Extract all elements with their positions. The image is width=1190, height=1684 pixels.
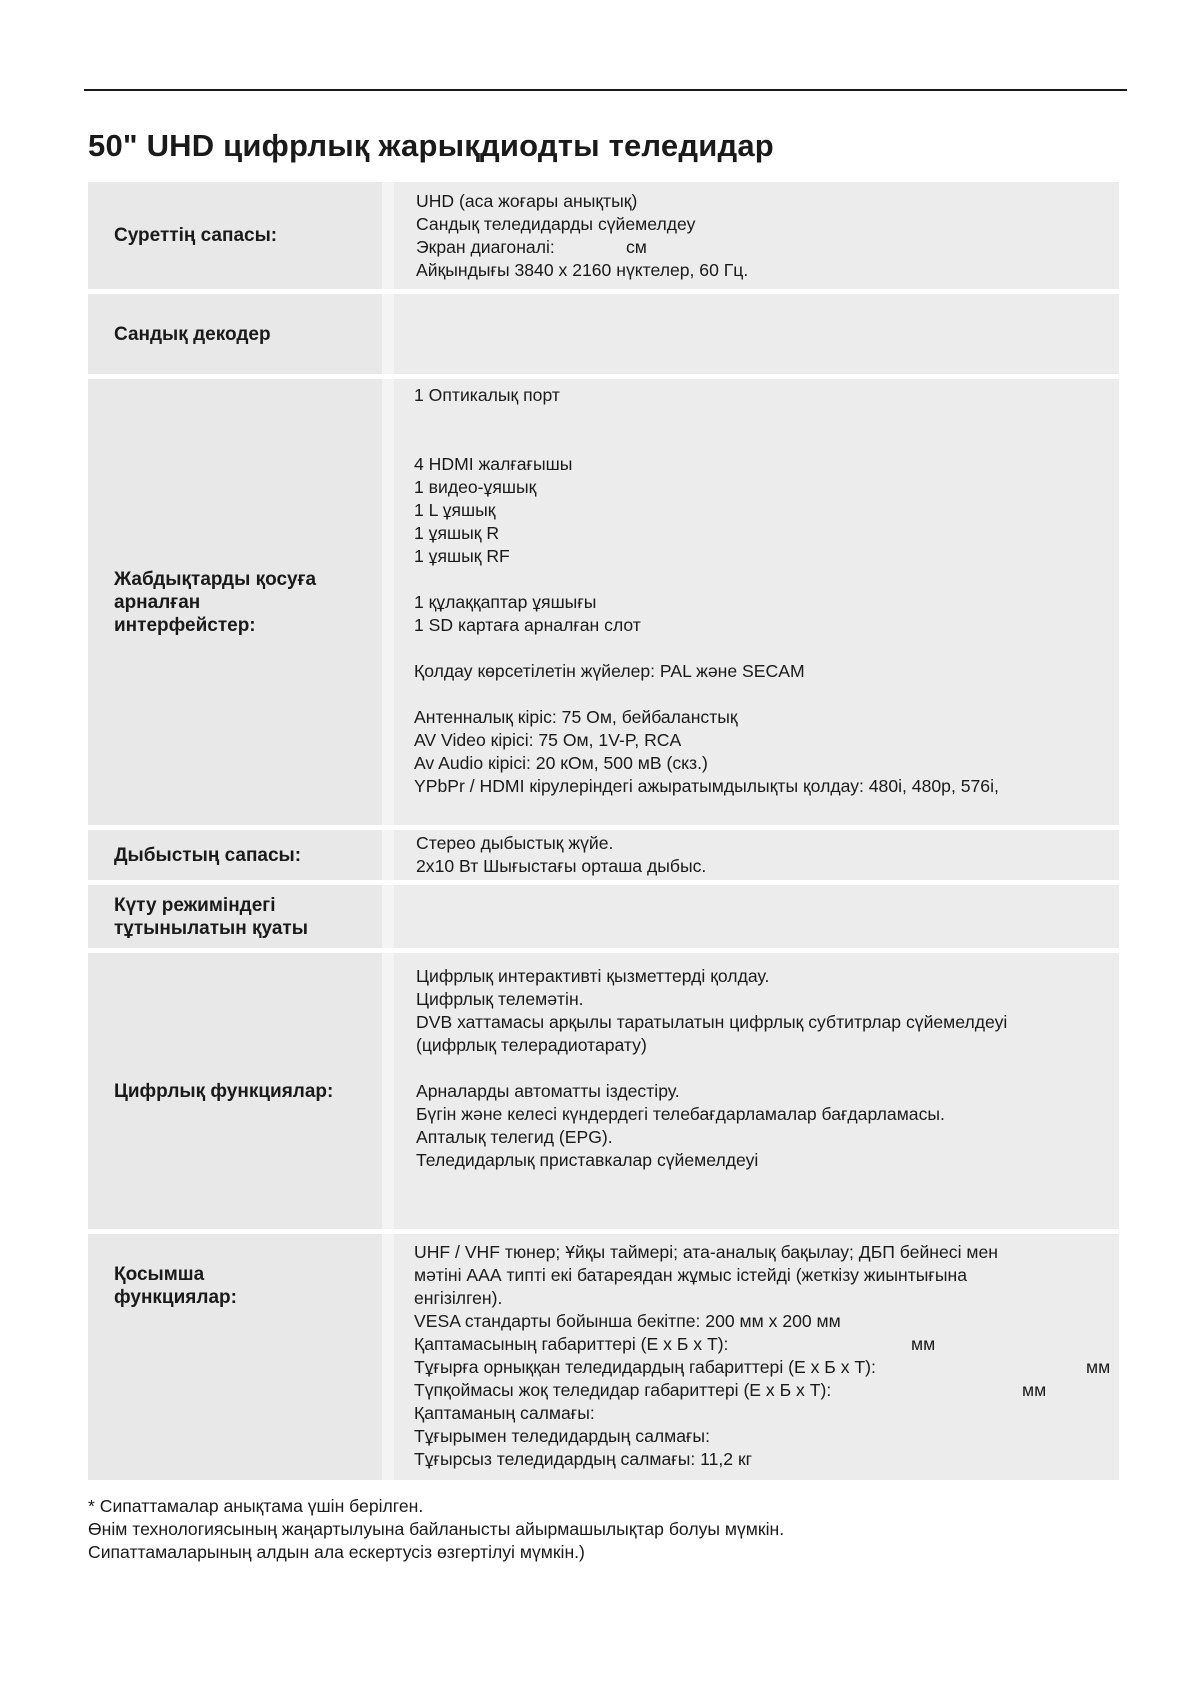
spec-row-sound-quality — [88, 830, 1119, 880]
unit-mm: мм — [911, 1334, 936, 1354]
spec-label: Суреттің сапасы: — [88, 182, 382, 289]
spec-row-digital-functions — [88, 953, 1119, 1229]
spec-row-standby-power — [88, 885, 1119, 948]
spec-label: Дыбыстың сапасы: — [88, 830, 382, 880]
spec-row-digital-decoder — [88, 294, 1119, 374]
spec-value: UHF / VHF тюнер; Ұйқы таймері; ата-аналық бақылау; ДБП бейнесі мен мәтіні ААА типті екі батареядан жұмыс істейді (жеткізу жиынтығына енгізілген). VESA стандарты бойынша бекітпе: 200 мм х 200 мм Қаптамасының габариттері (Е х Б х Т): мм Тұғырға орныққан теледидардың габариттері (Е х Б х Т): мм Түпқоймасы жоқ теледидар габариттері (Е х Б х Т): мм Қаптаманың салмағы: Тұғырымен теледидардың салмағы: Тұғырсыз теледидардың салмағы: 11,2 кг — [394, 1234, 1119, 1480]
spec-value: UHD (аса жоғары анықтық) Сандық теледидарды сүйемелдеу Экран диагоналі: см Айқындығы 3840 х 2160 нүктелер, 60 Гц. — [394, 182, 1119, 289]
unit-cm: см — [626, 237, 647, 257]
spec-row-picture-quality — [88, 182, 1119, 289]
spec-value — [394, 294, 1119, 374]
page-title: 50" UHD цифрлық жарықдиодты теледидар — [88, 128, 774, 163]
spec-label: Қосымша функциялар: — [88, 1234, 382, 1480]
spec-label: Цифрлық функциялар: — [88, 953, 382, 1229]
footer-notes: * Сипаттамалар анықтама үшін берілген. Өнім технологиясының жаңартылуына байланысты айырмашылықтар болуы мүмкін. Сипаттамаларының алдын ала ескертусіз өзгертілуі мүмкін.) — [88, 1496, 785, 1562]
spec-value: 1 Оптикалық порт 4 HDMI жалғағышы 1 видео-ұяшық 1 L ұяшық 1 ұяшық R 1 ұяшық RF 1 құлаққаптар ұяшығы 1 SD картаға арналған слот Қолдау көрсетілетін жүйелер: PAL және SECAM Антенналық кіріс: 75 Ом, бейбаланстық AV Video кірісі: 75 Ом, 1V-P, RCA Av Audio кірісі: 20 кОм, 500 мВ (скз.) YPbPr / HDMI кірулеріндегі ажыратымдылықты қолдау: 480i, 480p, 576i, — [394, 379, 1119, 825]
spec-value: Цифрлық интерактивті қызметтерді қолдау. Цифрлық телемәтін. DVB хаттамасы арқылы таратылатын цифрлық субтитрлар сүйемелдеуі (цифрлық телерадиотарату) Арналарды автоматты іздестіру. Бүгін және келесі күндердегі телебағдарламалар бағдарламасы. Апталық телегид (EPG). Теледидарлық приставкалар сүйемелдеуі — [394, 953, 1119, 1229]
spec-value — [394, 885, 1119, 948]
spec-label: Жабдықтарды қосуға арналған интерфейстер: — [88, 379, 382, 825]
spec-row-interfaces — [88, 379, 1119, 825]
top-rule — [84, 89, 1127, 91]
spec-value: Стерео дыбыстық жүйе. 2х10 Вт Шығыстағы орташа дыбыс. — [394, 830, 1119, 880]
unit-mm: мм — [1086, 1357, 1111, 1377]
spec-label: Күту режиміндегі тұтынылатын қуаты — [88, 885, 382, 948]
spec-row-additional-functions — [88, 1234, 1119, 1480]
spec-label: Сандық декодер — [88, 294, 382, 374]
unit-mm: мм — [1022, 1380, 1047, 1400]
